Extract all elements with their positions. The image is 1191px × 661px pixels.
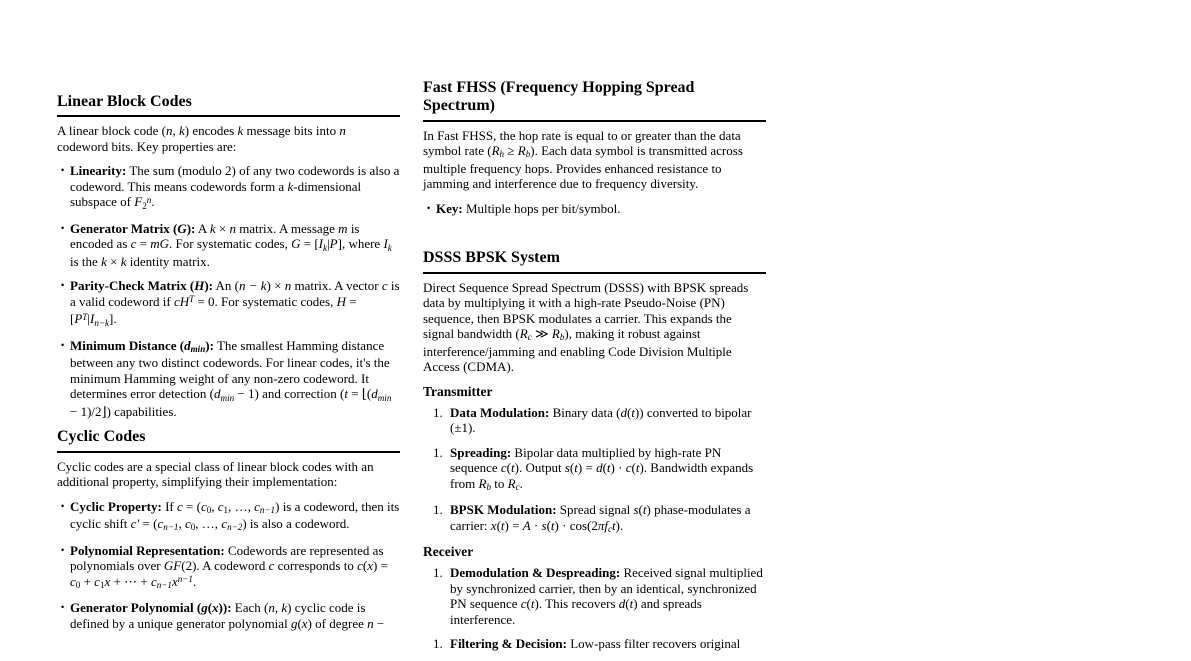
text-segment: +: [80, 573, 95, 589]
text-segment: ×: [106, 253, 121, 269]
section-title: Fast FHSS (Frequency Hopping Spread Spectrum): [423, 79, 766, 122]
text-segment: s: [541, 517, 547, 533]
text-segment: n: [367, 615, 374, 631]
text-segment: = ⌊(: [347, 386, 372, 402]
text-segment: 1: [99, 579, 105, 590]
text-segment: ], where: [337, 236, 384, 252]
section-intro: [423, 280, 766, 375]
text-segment: s: [633, 502, 639, 518]
bullet-marker: •: [61, 602, 65, 613]
section-intro: [57, 459, 400, 490]
text-segment: R: [551, 326, 560, 342]
list-item: [423, 636, 766, 652]
text-segment: Cyclic codes are a special class of linear block codes with an additional property, simplifying their implementation:: [57, 458, 374, 490]
text-segment: identity matrix.: [126, 253, 210, 269]
text-segment: = [: [70, 293, 357, 327]
list-item: [57, 499, 400, 534]
text-segment: t: [344, 386, 348, 402]
text-segment: ):: [204, 278, 213, 294]
text-segment: An (: [212, 278, 239, 294]
text-segment: ) encodes: [184, 123, 238, 139]
text-segment: mG: [150, 236, 170, 252]
bullet-marker: •: [61, 222, 65, 233]
text-segment: 0: [206, 504, 212, 515]
number-marker: 1.: [433, 404, 443, 420]
bullet-list: [57, 499, 400, 632]
text-segment: .: [151, 194, 155, 210]
text-segment: (: [638, 502, 643, 518]
text-segment: c: [217, 498, 224, 514]
text-segment: g: [290, 615, 298, 631]
text-segment: G: [291, 236, 301, 252]
text-segment: ) cyclic code is defined by a unique generator polynomial: [70, 600, 366, 631]
text-segment: c: [150, 573, 157, 589]
text-segment: cH: [173, 293, 190, 309]
text-segment: F: [134, 194, 143, 210]
text-segment: is encoded as: [70, 220, 360, 252]
text-segment: k: [237, 123, 244, 139]
text-segment: ].: [109, 311, 117, 327]
text-segment: Parity-Check Matrix (: [70, 278, 195, 294]
list-item-text: [450, 565, 766, 627]
text-segment: . Bandwidth expands from: [450, 460, 754, 491]
text-segment: ) =: [372, 558, 388, 574]
text-segment: ) =: [577, 460, 597, 476]
text-segment: T: [189, 294, 195, 305]
text-segment: k: [209, 220, 216, 236]
text-segment: . This recovers: [538, 596, 619, 612]
bullet-marker: •: [61, 339, 65, 350]
text-segment: codeword bits. Key properties are:: [57, 138, 237, 154]
text-segment: A linear block code (: [57, 123, 167, 139]
list-item: [423, 405, 766, 436]
text-segment: n−1: [163, 522, 179, 533]
list-item: [423, 502, 766, 535]
text-segment: (: [546, 517, 551, 533]
text-segment: t: [530, 596, 535, 612]
list-item: [57, 163, 400, 212]
text-segment: c: [70, 573, 76, 589]
text-segment: ):: [186, 220, 196, 236]
text-segment: |: [87, 311, 90, 327]
text-segment: ) is also a codeword.: [242, 516, 350, 532]
text-segment: (: [526, 596, 531, 612]
text-segment: phase-modulates a carrier:: [450, 502, 751, 533]
text-segment: P: [74, 311, 83, 327]
bullet-list: [423, 201, 766, 217]
number-marker: 1.: [433, 502, 443, 518]
text-segment: I: [318, 236, 323, 252]
text-segment: t: [631, 404, 635, 420]
text-segment: n, k: [268, 600, 288, 616]
text-segment: The smallest Hamming distance between any two distinct codewords. For linear codes, it's the minimum Hamming weight of any non-zero codeword. It determines error detection (: [70, 337, 390, 402]
text-segment: Filtering & Decision:: [450, 636, 567, 652]
text-segment: πf: [597, 517, 608, 533]
text-segment: Received signal multiplied by synchronized carrier, then by an identical, synchronized PN sequence: [450, 565, 763, 612]
text-segment: |: [327, 236, 330, 252]
list-item-text: [450, 502, 766, 535]
numbered-list: [423, 565, 766, 652]
text-segment: = (: [139, 516, 158, 532]
text-segment: ·: [530, 517, 542, 533]
text-segment: Spread signal: [556, 502, 634, 518]
text-segment: T: [82, 311, 88, 322]
list-item: [57, 543, 400, 592]
text-segment: m: [338, 220, 348, 236]
text-segment: c: [254, 498, 260, 514]
list-item-text: [70, 278, 400, 329]
bullet-marker: •: [61, 500, 65, 511]
text-segment: ×: [215, 220, 230, 236]
text-segment: . Output: [518, 460, 565, 476]
section-title: Cyclic Codes: [57, 428, 400, 452]
section-linear-block-codes: [57, 93, 400, 419]
bullet-marker: •: [61, 544, 65, 555]
text-segment: + ⋯ +: [110, 573, 151, 589]
text-segment: n, k: [166, 123, 185, 139]
text-segment: Data Modulation:: [450, 404, 550, 420]
text-segment: c′: [130, 516, 140, 532]
text-segment: Low-pass filter recovers original: [566, 636, 741, 652]
text-segment: t: [574, 460, 578, 476]
text-segment: )):: [218, 600, 232, 616]
text-segment: c: [607, 523, 613, 534]
text-segment: n: [146, 194, 152, 205]
subsection-heading: Transmitter: [423, 383, 493, 399]
text-segment: t: [550, 517, 555, 533]
text-segment: h: [499, 149, 505, 160]
text-segment: , …,: [228, 498, 255, 514]
text-segment: ): [633, 596, 638, 612]
text-segment: Codewords are represented as polynomials over: [70, 542, 384, 574]
text-segment: k: [120, 253, 127, 269]
text-segment: d: [620, 404, 627, 420]
text-segment: min: [190, 344, 206, 355]
text-segment: x: [104, 573, 111, 589]
text-segment: A: [522, 517, 531, 533]
number-marker: 1.: [433, 565, 443, 581]
text-segment: I: [89, 311, 95, 327]
text-segment: (2). A codeword: [181, 558, 269, 574]
text-segment: d: [371, 386, 378, 402]
text-segment: b: [486, 481, 492, 492]
text-segment: A: [195, 220, 210, 236]
text-segment: , …,: [195, 516, 222, 532]
list-item: [57, 338, 400, 420]
text-segment: (: [631, 460, 636, 476]
section-intro: [57, 123, 400, 154]
text-segment: x: [212, 600, 219, 616]
text-segment: ,: [211, 498, 218, 514]
text-segment: k: [323, 242, 328, 253]
text-segment: − 1) and correction (: [234, 386, 345, 402]
text-segment: R: [517, 143, 526, 159]
text-segment: (: [496, 517, 501, 533]
section-cyclic-codes: [57, 428, 400, 631]
subsection-receiver: [423, 544, 766, 652]
list-item-text: [70, 499, 400, 534]
text-segment: 1: [223, 504, 229, 515]
text-segment: x: [301, 615, 308, 631]
list-item-text: [450, 445, 766, 494]
text-segment: t: [606, 460, 611, 476]
bullet-marker: •: [427, 202, 431, 213]
text-segment: ), making it robust against interference/jamming and enabling Code Division Multiple Access (CDMA).: [423, 326, 732, 375]
text-segment: ) converted to bipolar (±1).: [450, 404, 752, 436]
text-segment: ) ×: [266, 278, 285, 294]
section-dsss-bpsk: [423, 249, 766, 651]
list-item: [57, 278, 400, 329]
text-segment: R: [519, 326, 528, 342]
text-segment: Minimum Distance (: [70, 337, 185, 353]
section-title: Linear Block Codes: [57, 93, 400, 117]
text-segment: If: [161, 498, 177, 514]
text-segment: ): [514, 460, 519, 476]
text-segment: ): [639, 460, 644, 476]
bullet-marker: •: [61, 280, 65, 291]
text-segment: The sum (modulo 2) of any two codewords is also a codeword. This means codewords form a: [70, 163, 400, 194]
text-segment: In Fast FHSS, the hop rate is equal to or greater than the data symbol rate (: [423, 127, 741, 159]
text-segment: ≥: [504, 143, 518, 159]
list-item-text: [70, 221, 400, 270]
text-segment: Binary data (: [549, 404, 621, 420]
text-segment: matrix. A vector: [291, 278, 382, 294]
text-segment: d: [618, 596, 626, 612]
text-segment: Generator Polynomial (: [70, 600, 202, 616]
text-segment: d: [596, 460, 603, 476]
section-fast-fhss: [423, 79, 766, 216]
text-segment: x: [171, 573, 178, 589]
text-segment: c: [200, 498, 207, 514]
text-segment: n−2: [227, 522, 243, 533]
text-segment: G: [177, 220, 187, 236]
bullet-list: [57, 163, 400, 419]
text-segment: = [: [300, 236, 319, 252]
text-segment: c: [130, 236, 137, 252]
text-segment: Multiple hops per bit/symbol.: [462, 200, 621, 216]
list-item-text: [70, 600, 400, 631]
text-segment: ) is a codeword, then its cyclic shift: [70, 498, 400, 532]
text-segment: (: [569, 460, 575, 476]
text-segment: ): [646, 502, 651, 518]
text-segment: Demodulation & Despreading:: [450, 565, 621, 581]
list-item: [57, 221, 400, 270]
text-segment: t: [635, 460, 640, 476]
text-segment: P: [329, 236, 338, 252]
text-segment: ) =: [504, 517, 523, 533]
text-segment: matrix. A message: [235, 220, 339, 236]
text-segment: H: [336, 293, 346, 309]
text-segment: -dimensional subspace of: [70, 178, 362, 210]
text-segment: ) · cos(2: [554, 517, 598, 533]
text-segment: b: [525, 149, 531, 160]
text-segment: t: [642, 502, 647, 518]
text-segment: c: [515, 481, 520, 492]
text-segment: ≫: [531, 326, 552, 342]
text-segment: n−1: [156, 579, 172, 590]
text-segment: n−k: [94, 317, 110, 328]
list-item-text: [450, 405, 766, 436]
text-segment: BPSK Modulation:: [450, 502, 557, 518]
text-segment: k: [101, 253, 107, 269]
text-segment: c: [157, 516, 164, 532]
text-segment: k: [387, 242, 392, 253]
text-segment: GF: [163, 558, 182, 574]
list-item: [423, 445, 766, 494]
text-segment: to: [491, 475, 508, 491]
text-segment: (: [362, 558, 368, 574]
text-segment: c: [184, 516, 191, 532]
text-segment: R: [491, 143, 500, 159]
text-segment: t: [511, 460, 515, 476]
text-segment: c: [381, 278, 388, 294]
number-marker: 1.: [433, 636, 443, 652]
text-segment: (: [506, 460, 512, 476]
text-segment: n: [284, 278, 292, 294]
bullet-marker: •: [61, 165, 65, 176]
text-segment: (: [602, 460, 607, 476]
text-segment: ).: [615, 517, 624, 533]
text-segment: d: [184, 337, 191, 353]
text-segment: c: [625, 460, 632, 476]
text-segment: x: [367, 558, 373, 574]
text-segment: . For systematic codes,: [169, 236, 292, 252]
text-segment: t: [629, 596, 634, 612]
subsection-transmitter: [423, 384, 766, 536]
list-item: [423, 565, 766, 627]
subsection-heading: Receiver: [423, 544, 474, 560]
text-segment: n: [339, 123, 346, 139]
text-segment: Spreading:: [450, 444, 512, 460]
list-item-text: [70, 163, 400, 212]
section-title: DSSS BPSK System: [423, 249, 766, 273]
text-segment: Direct Sequence Spread Spectrum (DSSS) with BPSK spreads data by multiplying it with a high-rate Pseudo-Noise (PN) sequence, then BPSK modulates a carrier. This expands the signal bandwidth (: [423, 279, 749, 342]
text-segment: min: [377, 392, 392, 403]
text-segment: = (: [182, 498, 201, 514]
text-segment: message bits into: [243, 123, 340, 139]
list-item: [423, 201, 766, 217]
section-intro: [423, 128, 766, 192]
text-segment: k: [287, 178, 294, 194]
text-segment: s: [564, 460, 570, 476]
text-segment: g: [201, 600, 208, 616]
text-segment: H: [194, 278, 205, 294]
text-segment: Cyclic Property:: [70, 498, 162, 514]
text-segment: −: [373, 615, 385, 631]
text-segment: Bipolar data multiplied by high-rate PN sequence: [450, 444, 722, 476]
text-segment: Polynomial Representation:: [70, 542, 225, 558]
text-segment: c: [357, 558, 363, 574]
text-segment: c: [94, 573, 100, 589]
text-segment: ). Each data symbol is transmitted across multiple frequency hops. Provides enhanced resistance to jamming and interference due to frequency diversity.: [423, 143, 743, 192]
text-segment: is the: [70, 253, 102, 269]
text-segment: t: [612, 517, 616, 533]
text-segment: n: [229, 220, 236, 236]
text-segment: and spreads interference.: [450, 596, 702, 627]
text-segment: x: [490, 517, 497, 533]
text-segment: 0: [190, 522, 196, 533]
text-segment: d: [214, 386, 221, 402]
text-segment: ,: [178, 516, 185, 532]
text-segment: Each (: [231, 600, 269, 616]
list-item-text: [70, 338, 400, 420]
text-segment: is a valid codeword if: [70, 278, 400, 309]
text-segment: Generator Matrix (: [70, 220, 178, 236]
list-item-text: [70, 543, 400, 592]
text-segment: ) ·: [610, 460, 626, 476]
text-segment: c: [527, 332, 532, 343]
list-item-text: [436, 201, 766, 217]
text-segment: Linearity:: [70, 163, 127, 179]
text-segment: (: [625, 596, 630, 612]
text-segment: c: [520, 596, 527, 612]
text-segment: n−1: [259, 504, 276, 515]
text-segment: ):: [205, 337, 214, 353]
column-right: [423, 79, 766, 661]
text-segment: t: [500, 517, 505, 533]
text-segment: − 1)/2⌋) capabilities.: [70, 403, 177, 419]
text-segment: b: [559, 332, 565, 343]
text-segment: c: [221, 516, 228, 532]
text-segment: c: [268, 558, 275, 574]
numbered-list: [423, 405, 766, 536]
number-marker: 1.: [433, 444, 443, 460]
text-segment: min: [220, 392, 235, 403]
text-segment: n−1: [177, 574, 193, 585]
text-segment: (: [297, 615, 302, 631]
list-item-text: [450, 636, 766, 652]
text-segment: (: [207, 600, 213, 616]
text-segment: (: [626, 404, 632, 420]
text-segment: = 0. For systematic codes,: [194, 293, 337, 309]
text-segment: ): [634, 404, 640, 420]
list-item: [57, 600, 400, 631]
text-segment: I: [383, 236, 388, 252]
text-segment: n − k: [238, 278, 267, 294]
text-segment: =: [136, 236, 151, 252]
text-segment: R: [478, 475, 487, 491]
text-segment: ): [534, 596, 539, 612]
text-segment: .: [192, 573, 197, 589]
text-segment: ) of degree: [307, 615, 368, 631]
text-segment: 2: [142, 200, 147, 211]
text-segment: corresponds to: [274, 558, 358, 574]
text-segment: c: [176, 498, 183, 514]
text-segment: 0: [75, 579, 81, 590]
text-segment: R: [507, 475, 516, 491]
text-segment: c: [500, 460, 507, 476]
text-segment: .: [519, 475, 523, 491]
column-left: [57, 93, 400, 640]
text-segment: Key:: [436, 200, 463, 216]
